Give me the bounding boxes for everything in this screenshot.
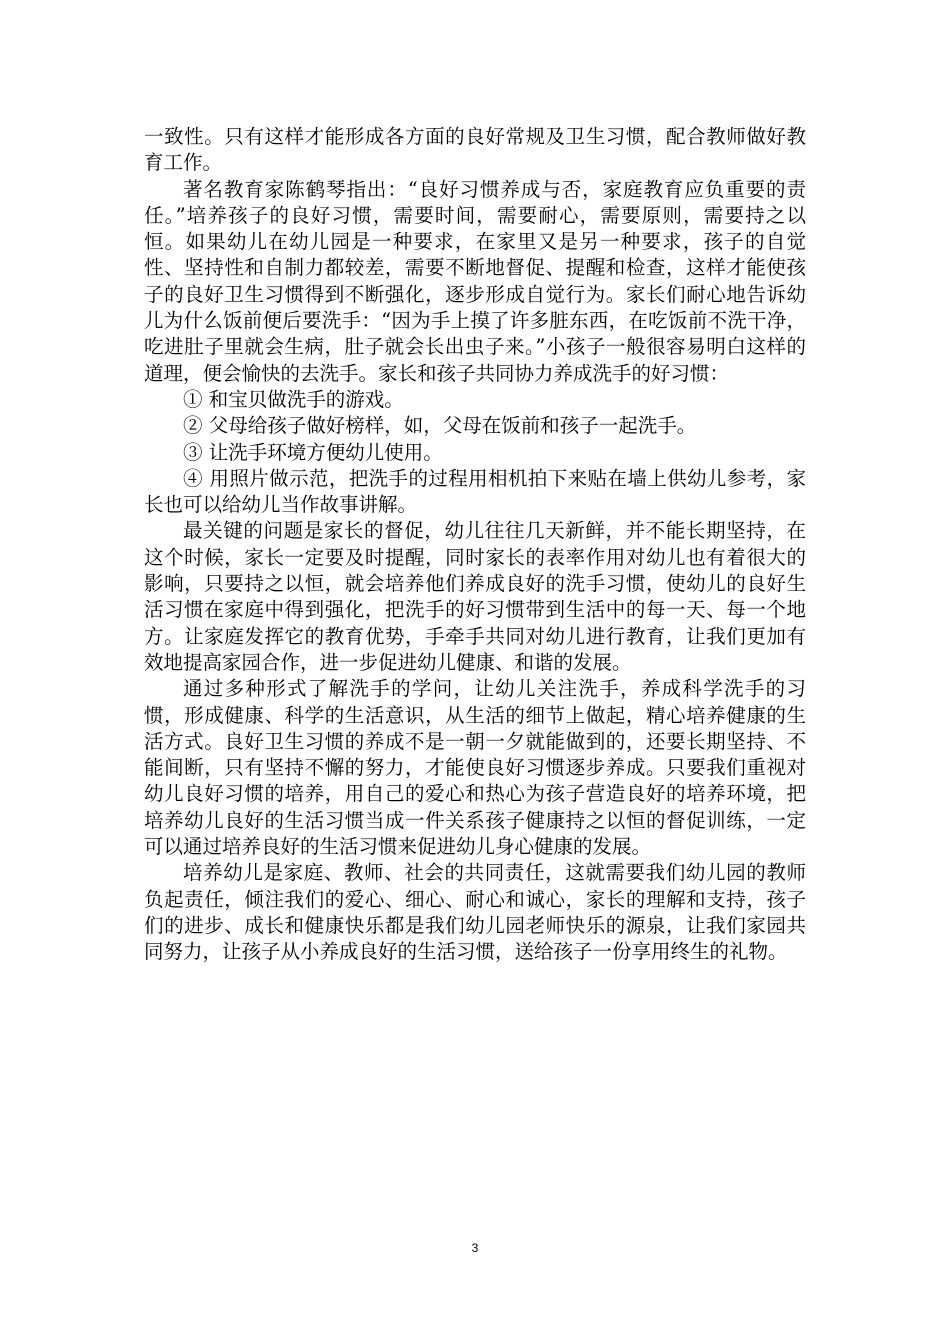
paragraph: 通过多种形式了解洗手的学问，让幼儿关注洗手，养成科学洗手的习惯，形成健康、科学的生活意识，从生活的细节上做起，精心培养健康的生活方式。良好卫生习惯的养成不是一朝一夕就能做到的，还要长期坚持、不能间断，只有坚持不懈的努力，才能使良好习惯逐步养成。只要我们重视对幼儿良好习惯的培养，用自己的爱心和热心为孩子营造良好的培养环境，把培养幼儿良好的生活习惯当成一件关系孩子健康持之以恒的督促训练，一定可以通过培养良好的生活习惯来促进幼儿身心健康的发展。 — [144, 677, 806, 859]
document-body — [144, 124, 806, 966]
list-item: ② 父母给孩子做好榜样，如，父母在饭前和孩子一起洗手。 — [183, 414, 697, 438]
list-item: ④ 用照片做示范，把洗手的过程用相机拍下来贴在墙上供幼儿参考，家长也可以给幼儿当作故事讲解。 — [144, 466, 806, 517]
list-item: ③ 让洗手环境方便幼儿使用。 — [183, 440, 443, 464]
list-item: ① 和宝贝做洗手的游戏。 — [183, 387, 404, 411]
paragraph: 最关键的问题是家长的督促，幼儿往往几天新鲜，并不能长期坚持，在这个时候，家长一定要及时提醒，同时家长的表率作用对幼儿也有着很大的影响，只要持之以恒，就会培养他们养成良好的洗手习惯，使幼儿的良好生活习惯在家庭中得到强化，把洗手的好习惯带到生活中的每一天、每一个地方。让家庭发挥它的教育优势，手牵手共同对幼儿进行教育，让我们更加有效地提高家园合作，进一步促进幼儿健康、和谐的发展。 — [144, 519, 806, 674]
paragraph: 著名教育家陈鹤琴指出：“良好习惯养成与否，家庭教育应负重要的责任。”培养孩子的良好习惯，需要时间，需要耐心，需要原则，需要持之以恒。如果幼儿在幼儿园是一种要求，在家里又是另一种要求，孩子的自觉性、坚持性和自制力都较差，需要不断地督促、提醒和检查，这样才能使孩子的良好卫生习惯得到不断强化，逐步形成自觉行为。家长们耐心地告诉幼儿为什么饭前便后要洗手：“因为手上摸了许多脏东西，在吃饭前不洗干净，吃进肚子里就会生病，肚子就会长出虫子来。”小孩子一般很容易明白这样的道理，便会愉快的去洗手。家长和孩子共同协力养成洗手的好习惯： — [144, 177, 806, 385]
paragraph: 培养幼儿是家庭、教师、社会的共同责任，这就需要我们幼儿园的教师负起责任，倾注我们的爱心、细心、耐心和诚心，家长的理解和支持，孩子们的进步、成长和健康快乐都是我们幼儿园老师快乐的源泉，让我们家园共同努力，让孩子从小养成良好的生活习惯，送给孩子一份享用终生的礼物。 — [144, 861, 806, 964]
page-number: 3 — [471, 1241, 479, 1255]
paragraph: 一致性。只有这样才能形成各方面的良好常规及卫生习惯，配合教师做好教育工作。 — [144, 125, 806, 175]
